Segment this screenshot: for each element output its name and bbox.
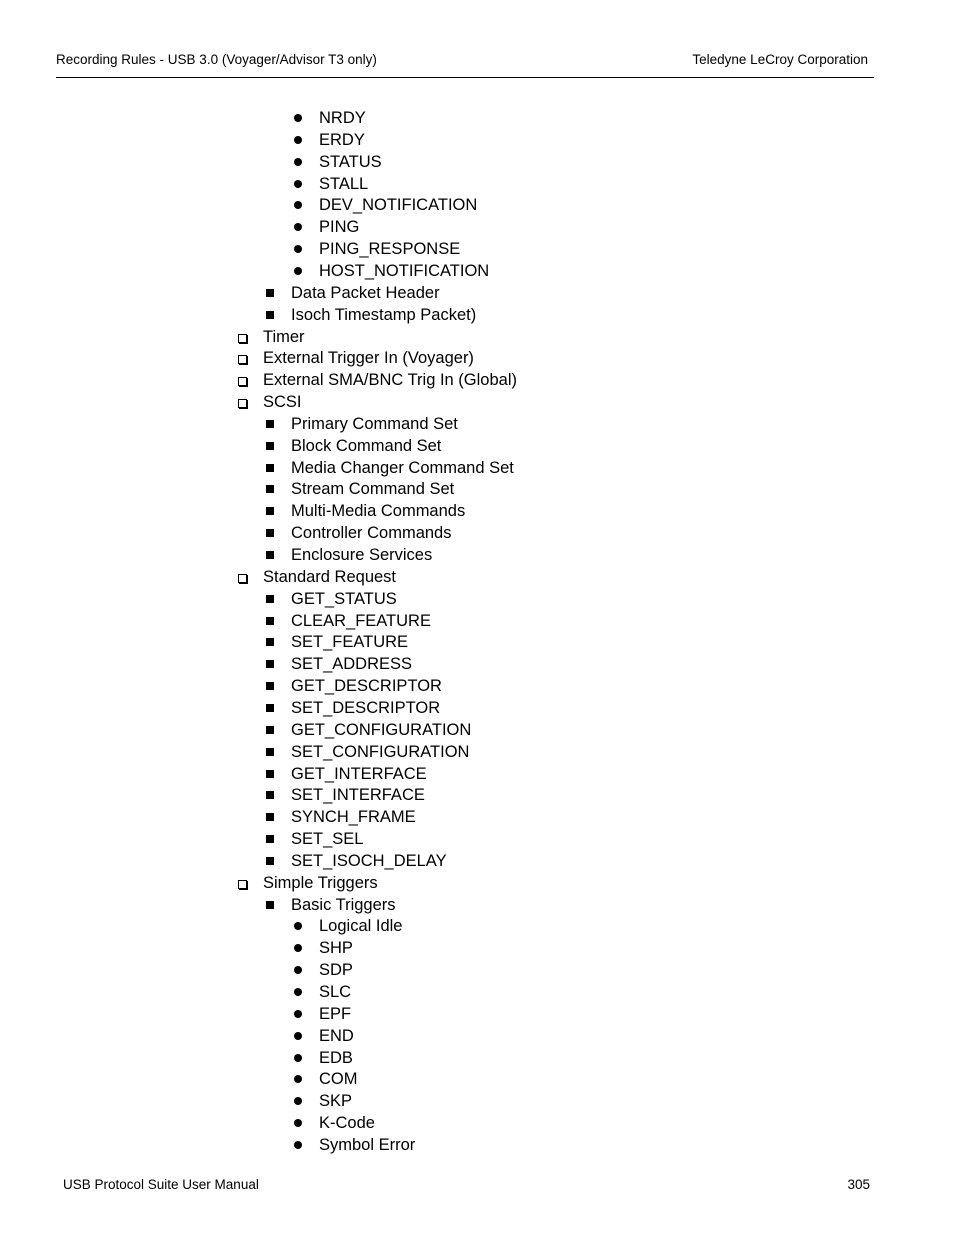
list-item-label: Enclosure Services [291, 546, 433, 564]
disc-bullet-icon [294, 922, 302, 930]
list-item-label: SLC [319, 983, 352, 1001]
list-item-label: EDB [319, 1048, 353, 1067]
list-item-label: External Trigger In (Voyager) [263, 349, 474, 368]
disc-bullet-icon [294, 944, 302, 952]
disc-bullet-icon [294, 136, 302, 144]
list-item-label: Primary Command Set [291, 414, 458, 433]
list-item-label: ERDY [319, 130, 365, 149]
open-square-bullet-icon [238, 334, 247, 343]
list-item-label: K-Code [319, 1114, 375, 1133]
footer-page-number: 305 [847, 1177, 870, 1192]
filled-square-bullet-icon [266, 617, 274, 625]
filled-square-bullet-icon [266, 726, 274, 734]
disc-bullet-icon [294, 1010, 302, 1018]
filled-square-bullet-icon [266, 485, 274, 493]
disc-bullet-icon [294, 1141, 302, 1149]
filled-square-bullet-icon [266, 507, 274, 515]
list-item-label: GET_DESCRIPTOR [291, 677, 442, 696]
list-item-label: Stream Command Set [291, 480, 455, 499]
list-item-label: STATUS [319, 152, 382, 171]
disc-bullet-icon [294, 180, 302, 188]
list-item-label: GET_CONFIGURATION [291, 720, 472, 739]
list-item-label: DEV_NOTIFICATION [319, 196, 478, 215]
header-chapter-title: Recording Rules - USB 3.0 (Voyager/Advisor T3 only) [56, 52, 377, 67]
list-item-label: END [319, 1026, 354, 1045]
list-item-label: HOST_NOTIFICATION [319, 261, 490, 280]
list-item-label: STALL [319, 174, 369, 193]
filled-square-bullet-icon [266, 551, 274, 559]
list-item-label: Timer [263, 327, 305, 346]
list-item-label: Multi-Media Commands [291, 502, 466, 521]
filled-square-bullet-icon [266, 289, 274, 297]
filled-square-bullet-icon [266, 813, 274, 821]
list-item-label: SYNCH_FRAME [291, 808, 416, 827]
list-item-label: PING [319, 218, 360, 237]
list-item-label: GET_INTERFACE [291, 764, 427, 783]
filled-square-bullet-icon [266, 660, 274, 668]
filled-square-bullet-icon [266, 442, 274, 450]
disc-bullet-icon [294, 1075, 302, 1083]
disc-bullet-icon [294, 158, 302, 166]
list-item-label: SKP [319, 1092, 353, 1111]
filled-square-bullet-icon [266, 901, 274, 909]
filled-square-bullet-icon [266, 748, 274, 756]
list-item-label: COM [319, 1070, 358, 1089]
filled-square-bullet-icon [266, 857, 274, 865]
open-square-bullet-icon [238, 574, 247, 583]
list-item-label: Simple Triggers [263, 873, 378, 892]
list-item-label: SDP [319, 961, 353, 980]
list-item-label: GET_STATUS [291, 589, 397, 608]
filled-square-bullet-icon [266, 835, 274, 843]
filled-square-bullet-icon [266, 464, 274, 472]
list-item-label: Isoch Timestamp Packet) [291, 305, 477, 324]
filled-square-bullet-icon [266, 420, 274, 428]
list-item-label: SHP [319, 939, 353, 958]
list-item-label: Logical Idle [319, 917, 403, 936]
list-item-label: SET_FEATURE [291, 633, 409, 652]
open-square-bullet-icon [238, 377, 247, 386]
list-item-label: Controller Commands [291, 524, 452, 543]
list-item-label: SET_ISOCH_DELAY [291, 851, 447, 870]
list-item-label: EPF [319, 1004, 352, 1023]
list-item-label: Block Command Set [291, 436, 442, 455]
page-footer [63, 1177, 870, 1197]
list-item-label: Symbol Error [319, 1135, 416, 1154]
disc-bullet-icon [294, 223, 302, 231]
filled-square-bullet-icon [266, 311, 274, 319]
disc-bullet-icon [294, 1032, 302, 1040]
disc-bullet-icon [294, 245, 302, 253]
disc-bullet-icon [294, 114, 302, 122]
filled-square-bullet-icon [266, 595, 274, 603]
filled-square-bullet-icon [266, 529, 274, 537]
list-item-label: SET_SEL [291, 830, 364, 849]
list-item-label: External SMA/BNC Trig In (Global) [263, 371, 517, 390]
list-item-label: SET_ADDRESS [291, 655, 413, 674]
list-item-label: Media Changer Command Set [291, 458, 514, 477]
filled-square-bullet-icon [266, 638, 274, 646]
footer-manual-title: USB Protocol Suite User Manual [63, 1177, 259, 1192]
list-item-label: PING_RESPONSE [319, 240, 461, 259]
list-item-label: Data Packet Header [291, 283, 440, 302]
disc-bullet-icon [294, 267, 302, 275]
filled-square-bullet-icon [266, 770, 274, 778]
disc-bullet-icon [294, 1119, 302, 1127]
open-square-bullet-icon [238, 355, 247, 364]
list-item-label: SCSI [263, 393, 302, 412]
list-item-label: Standard Request [263, 567, 397, 586]
list-item-label: SET_DESCRIPTOR [291, 698, 441, 717]
list-item-label: SET_CONFIGURATION [291, 742, 470, 761]
open-square-bullet-icon [238, 399, 247, 408]
disc-bullet-icon [294, 1097, 302, 1105]
filled-square-bullet-icon [266, 704, 274, 712]
open-square-bullet-icon [238, 880, 247, 889]
disc-bullet-icon [294, 1054, 302, 1062]
disc-bullet-icon [294, 988, 302, 996]
list-item-label: NRDY [319, 109, 366, 127]
page-header [56, 52, 874, 78]
disc-bullet-icon [294, 201, 302, 209]
header-company-name: Teledyne LeCroy Corporation [692, 52, 868, 67]
list-item-label: SET_INTERFACE [291, 786, 425, 805]
filled-square-bullet-icon [266, 682, 274, 690]
disc-bullet-icon [294, 966, 302, 974]
filled-square-bullet-icon [266, 791, 274, 799]
list-item-label: Basic Triggers [291, 895, 396, 914]
list-item-label: CLEAR_FEATURE [291, 611, 431, 630]
